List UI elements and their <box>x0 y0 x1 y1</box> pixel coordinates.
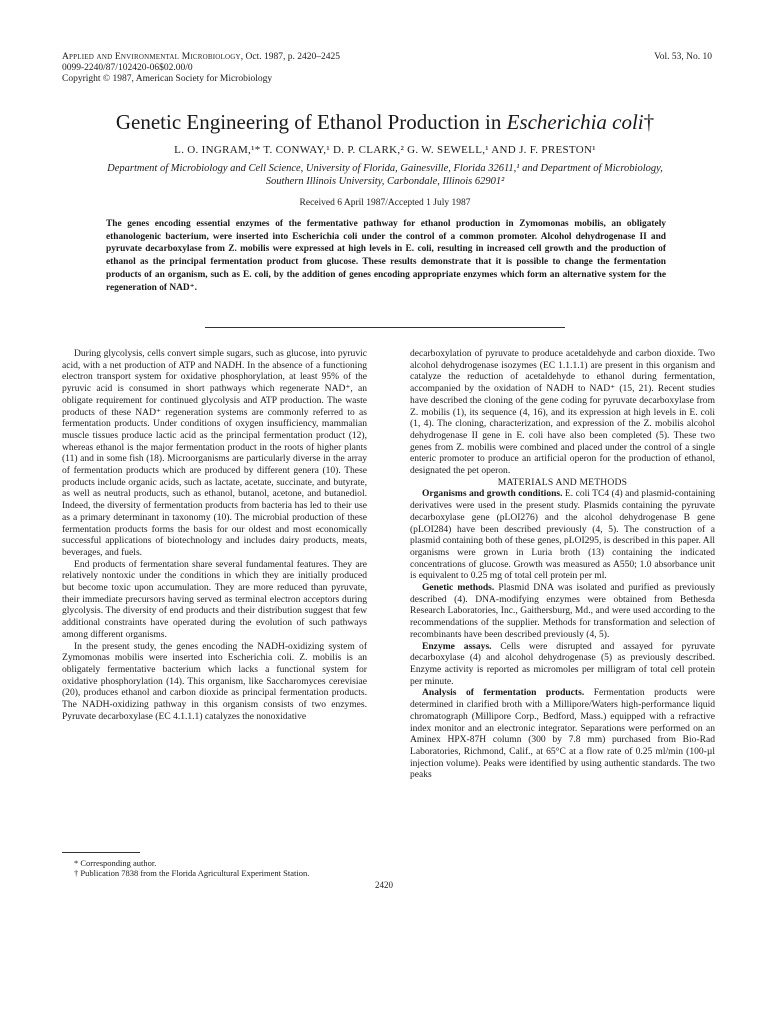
volume-issue: Vol. 53, No. 10 <box>654 52 712 62</box>
issn-code: 0099-2240/87/102420-06$02.00/0 <box>62 63 193 73</box>
received-dates: Received 6 April 1987/Accepted 1 July 1987 <box>299 198 471 208</box>
article-title: Genetic Engineering of Ethanol Production in Escherichia coli† <box>115 110 655 134</box>
running-header <box>62 52 712 85</box>
affiliations: Department of Microbiology and Cell Science, University of Florida, Gainesville, Florida 32611,¹ and Department of Microbiology, Southern Illinois University, Carbondale, Illinois 62901² <box>107 163 663 187</box>
right-column <box>410 348 715 781</box>
footnote-divider <box>62 852 140 853</box>
footnotes <box>62 858 367 878</box>
body-paragraph: In the present study, the genes encoding the NADH-oxidizing system of Zymomonas mobilis were inserted into Escherichia coli. Z. mobilis is an obligately fermentative bacterium which lacks a functional system for oxidative phosphorylation (14). This organism, like Saccharomyces cerevisiae (20), produces ethanol and carbon dioxide as principal fermentation products. The NADH-oxidizing pathway in this organism consists of two enzymes. Pyruvate decarboxylase (EC 4.1.1.1) catalyzes the nonoxidative <box>62 640 367 722</box>
footnote: * Corresponding author. <box>74 858 157 868</box>
footnote: † Publication 7838 from the Florida Agricultural Experiment Station. <box>74 868 310 878</box>
methods-paragraph: Enzyme assays. Cells were disrupted and assayed for pyruvate decarboxylase (4) and alcohol dehydrogenase (5) as previously described. Enzyme activity is reported as micromoles per milligram of total cell protein per minute. <box>410 640 716 687</box>
abstract: The genes encoding essential enzymes of the fermentative pathway for ethanol production in Zymomonas mobilis, an obligately ethanologenic bacterium, were inserted into Escherichia coli under the control of a common promoter. Alcohol dehydrogenase II and pyruvate decarboxylase from Z. mobilis were expressed at high levels in E. coli, resulting in increased cell growth and the production of ethanol as the principal fermentation product from glucose. These results demonstrate that it is possible to change the fermentation products of an organism, such as E. coli, by the addition of genes encoding appropriate enzymes which form an alternative system for the regeneration of NAD⁺. <box>106 219 666 293</box>
copyright: Copyright © 1987, American Society for Microbiology <box>62 74 273 84</box>
body-paragraph: End products of fermentation share several fundamental features. They are relatively nontoxic under the conditions in which they are initially produced but become toxic upon accumulation. They are more reduced than pyruvate, their immediate precursors having served as terminal electron acceptors during glycolysis. The diversity of end products and their distribution suggest that few additional constraints have operated during the evolution of such pathways among different organisms. <box>62 558 367 640</box>
methods-paragraph: Genetic methods. Plasmid DNA was isolated and purified as previously described (4). DNA-modifying enzymes were obtained from Bethesda Research Laboratories, Inc., Gaithersburg, Md., and were used according to the recommendations of the supplier. Methods for transformation and selection of recombinants have been described previously (4, 5). <box>410 582 716 640</box>
journal-name: Applied and Environmental Microbiology <box>62 52 241 62</box>
methods-paragraph: Organisms and growth conditions. E. coli TC4 (4) and plasmid-containing derivatives were used in the present study. Plasmids containing the pyruvate decarboxylase gene (pLOI276) and the alcohol dehydrogenase B gene (pLOI284) have been described previously (4, 5). The construction of a plasmid containing both of these genes, pLOI295, is described in this paper. All organisms were grown in Luria broth (13) containing the indicated concentrations of glucose. Growth was measured as A550; 1.0 absorbance unit is equivalent to 0.25 mg of total cell protein per ml. <box>410 488 716 582</box>
abstract-divider <box>205 327 565 328</box>
page-number: 2420 <box>375 880 393 890</box>
left-column <box>62 348 367 723</box>
author-list: L. O. INGRAM,¹* T. CONWAY,¹ D. P. CLARK,² G. W. SEWELL,¹ AND J. F. PRESTON¹ <box>174 144 596 156</box>
methods-paragraph: Analysis of fermentation products. Fermentation products were determined in clarified broth with a Millipore/Waters high-performance liquid chromatograph (Millipore Corp., Bedford, Mass.) equipped with a refractive index monitor and an electronic integrator. Separations were performed on an Aminex HPX-87H column (300 by 7.8 mm) purchased from Bio-Rad Laboratories, Richmond, Calif., at 65°C at a flow rate of 0.25 ml/min (100-µl injection volume). Peaks were identified by using authentic standards. The two peaks <box>410 687 715 781</box>
body-paragraph: During glycolysis, cells convert simple sugars, such as glucose, into pyruvic acid, with a net production of ATP and NADH. In the absence of a functioning electron transport system for oxidative phosphorylation, at least 95% of the pyruvic acid is consumed in short pathways which regenerate NAD⁺, an obligate requirement for continued glycolysis and ATP production. The waste products of these NAD⁺ regeneration systems are commonly referred to as fermentation products. Under conditions of oxygen insufficiency, mammalian muscle tissues produce lactic acid as the principal fermentation product (12), whereas ethanol is the major fermentation product in the roots of higher plants (11) and in some fish (18). Microorganisms are particularly diverse in the array of fermentation products which are produced by different genera (10). These products include organic acids, such as lactate, acetate, succinate, and butyrate, as well as neutral products, such as ethanol, butanol, acetone, and butanediol. Indeed, the diversity of fermentation products from bacteria has led to their use as a primary determinant in taxonomy (10). The microbial production of these fermentation products forms the basis for our oldest and most economically successful applications of biotechnology and includes dairy products, meats, beverages, and fuels. <box>62 348 367 558</box>
body-paragraph: decarboxylation of pyruvate to produce acetaldehyde and carbon dioxide. Two alcohol dehydrogenase isozymes (EC 1.1.1.1) are present in this organism and catalyze the reduction of acetaldehyde to ethanol during fermentation, accompanied by the oxidation of NADH to NAD⁺ (15, 21). Recent studies have described the cloning of the gene coding for pyruvate decarboxylase from Z. mobilis (1), its sequence (4, 16), and its expression at high levels in E. coli (1, 4). The cloning, characterization, and expression of the Z. mobilis alcohol dehydrogenase II gene in E. coli have also been completed (5). These two genes from Z. mobilis were combined and placed under the control of a single enteric promoter to produce an artificial operon for the production of ethanol, designated the pet operon. <box>410 348 715 477</box>
citation: , Oct. 1987, p. 2420–2425 <box>240 52 340 62</box>
section-heading: MATERIALS AND METHODS <box>497 476 628 488</box>
